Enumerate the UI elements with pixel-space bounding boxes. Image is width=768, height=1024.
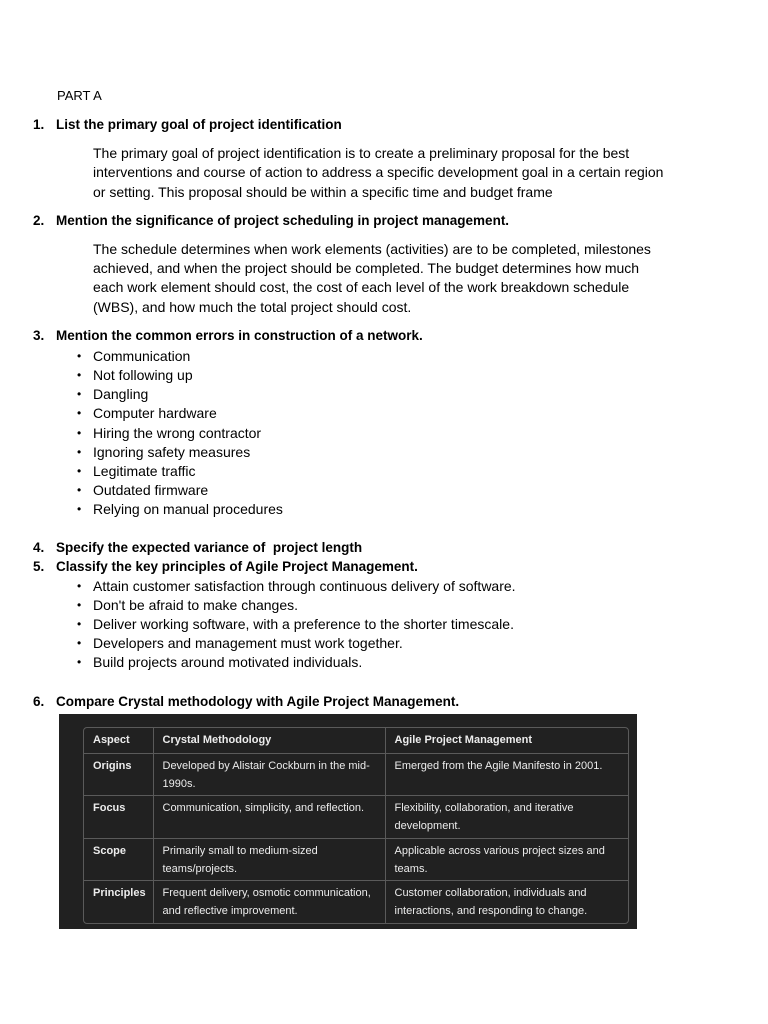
answer-line: (WBS), and how much the total project should cost. (93, 298, 412, 315)
answer-line: or setting. This proposal should be within a specific time and budget frame (93, 183, 553, 200)
question-title: Compare Crystal methodology with Agile Project Management. (56, 693, 460, 709)
bullet-text: Attain customer satisfaction through continuous delivery of software. (93, 577, 516, 594)
bullet-item (0, 462, 768, 481)
question-item (0, 326, 768, 519)
bullet-marker: • (77, 636, 82, 651)
table-cell: Customer collaboration, individuals and interactions, and responding to change. (385, 881, 628, 924)
table-row-label: Origins (84, 753, 153, 796)
bullet-list (0, 347, 768, 520)
comparison-table-screenshot (59, 714, 637, 929)
question-heading (0, 211, 768, 230)
bullet-item (0, 385, 768, 404)
table-row-label: Scope (84, 838, 153, 881)
bullet-marker: • (77, 617, 82, 632)
table-row (84, 796, 628, 839)
bullet-item (0, 596, 768, 615)
bullet-item (0, 500, 768, 519)
table-frame (83, 727, 629, 924)
table-cell: Developed by Alistair Cockburn in the mid-1990s. (153, 753, 385, 796)
question-number: 6. (33, 693, 45, 709)
bullet-marker: • (77, 578, 82, 593)
table-header-cell: Crystal Methodology (153, 728, 385, 753)
question-item (0, 692, 768, 930)
question-number: 5. (33, 558, 45, 574)
bullet-text: Don't be afraid to make changes. (93, 596, 299, 613)
answer-line: each work element should cost, the cost of each level of the work breakdown schedule (93, 279, 630, 296)
table-cell: Flexibility, collaboration, and iterative development. (385, 796, 628, 839)
bullet-list (0, 577, 768, 673)
bullet-item (0, 424, 768, 443)
bullet-marker: • (77, 387, 82, 402)
bullet-item (0, 366, 768, 385)
bullet-text: Build projects around motivated individuals. (93, 654, 363, 671)
answer-line: interventions and course of action to address a specific development goal in a certain region (93, 164, 664, 181)
bullet-marker: • (77, 655, 82, 670)
bullet-marker: • (77, 444, 82, 459)
question-number: 1. (33, 117, 45, 133)
bullet-marker: • (77, 348, 82, 363)
bullet-item (0, 615, 768, 634)
question-title: List the primary goal of project identification (56, 117, 342, 133)
bullet-text: Hiring the wrong contractor (93, 424, 262, 441)
table-row-label: Focus (84, 796, 153, 839)
question-item (0, 211, 768, 317)
question-heading (0, 557, 768, 576)
table-row (84, 838, 628, 881)
bullet-text: Ignoring safety measures (93, 443, 251, 460)
table-header-row (84, 728, 628, 753)
comparison-table (84, 728, 628, 923)
table-cell: Emerged from the Agile Manifesto in 2001. (385, 753, 628, 796)
table-cell: Communication, simplicity, and reflection. (153, 796, 385, 839)
bullet-item (0, 404, 768, 423)
bullet-text: Deliver working software, with a preference to the shorter timescale. (93, 616, 514, 633)
question-heading (0, 538, 768, 557)
table-row (84, 753, 628, 796)
bullet-text: Relying on manual procedures (93, 501, 283, 518)
question-heading (0, 115, 768, 134)
table-header-cell: Agile Project Management (385, 728, 628, 753)
bullet-marker: • (77, 425, 82, 440)
question-heading (0, 326, 768, 345)
question-heading (0, 692, 768, 711)
bullet-text: Developers and management must work together. (93, 635, 403, 652)
bullet-text: Outdated firmware (93, 482, 209, 499)
question-title: Mention the common errors in construction of a network. (56, 328, 423, 344)
question-title: Specify the expected variance of project length (56, 539, 363, 555)
question-item (0, 538, 768, 557)
table-cell: Primarily small to medium-sized teams/projects. (153, 838, 385, 881)
bullet-marker: • (77, 502, 82, 517)
table-row (84, 881, 628, 924)
bullet-item (0, 577, 768, 596)
bullet-text: Communication (93, 347, 191, 364)
bullet-item (0, 347, 768, 366)
bullet-item (0, 634, 768, 653)
table-row-label: Principles (84, 881, 153, 924)
bullet-text: Computer hardware (93, 405, 217, 422)
question-title: Classify the key principles of Agile Project Management. (56, 558, 418, 574)
bullet-text: Dangling (93, 386, 149, 403)
bullet-marker: • (77, 463, 82, 478)
answer-line: The primary goal of project identification is to create a preliminary proposal for the best (93, 145, 630, 162)
table-header-cell: Aspect (93, 734, 130, 747)
bullet-marker: • (77, 406, 82, 421)
bullet-item (0, 443, 768, 462)
question-number: 4. (33, 539, 45, 555)
question-item (0, 115, 768, 202)
bullet-marker: • (77, 597, 82, 612)
answer-paragraph (0, 240, 768, 317)
question-number: 3. (33, 328, 45, 344)
answer-paragraph (0, 144, 768, 202)
answer-line: The schedule determines when work elements (activities) are to be completed, milestones (93, 241, 651, 258)
bullet-item (0, 653, 768, 672)
bullet-text: Legitimate traffic (93, 462, 196, 479)
bullet-marker: • (77, 368, 82, 382)
bullet-marker: • (77, 483, 82, 498)
question-item (0, 557, 768, 673)
table-cell: Applicable across various project sizes and teams. (385, 838, 628, 881)
table-cell: Frequent delivery, osmotic communication, and reflective improvement. (153, 881, 385, 924)
answer-line: achieved, and when the project should be completed. The budget determines how much (93, 260, 640, 277)
section-label: PART A (57, 88, 102, 104)
bullet-text: Not following up (93, 367, 193, 383)
question-title: Mention the significance of project scheduling in project management. (56, 213, 510, 229)
question-number: 2. (33, 213, 45, 229)
bullet-item (0, 481, 768, 500)
